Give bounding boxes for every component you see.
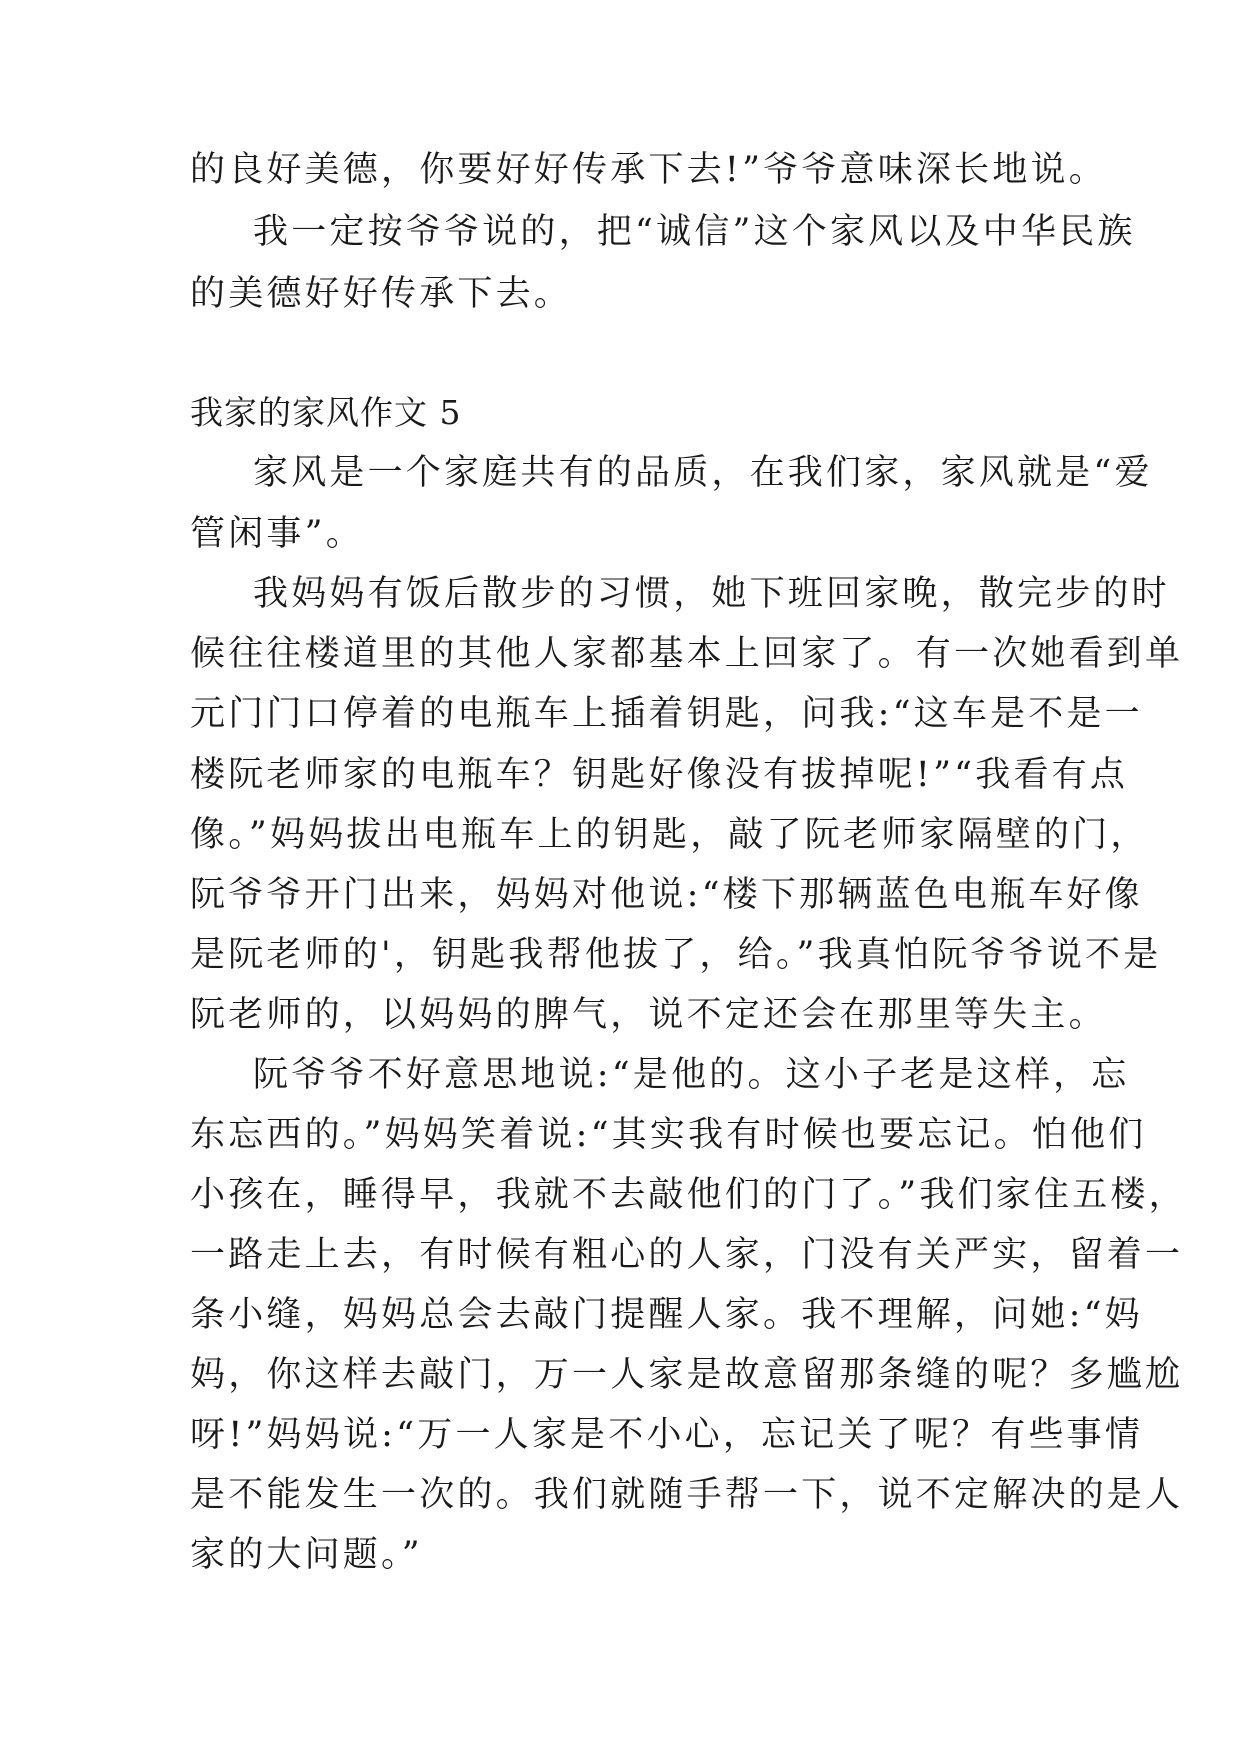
- paragraph-line: 我一定按爷爷说的，把“诚信”这个家风以及中华民族: [253, 212, 1136, 252]
- paragraph-line: 家的大问题。”: [190, 1535, 423, 1575]
- paragraph-line: 候往往楼道里的其他人家都基本上回家了。有一次她看到单: [190, 634, 1184, 674]
- paragraph-line: 是不能发生一次的。我们就随手帮一下，说不定解决的是人: [190, 1475, 1184, 1515]
- paragraph-line: 一路走上去，有时候有粗心的人家，门没有关严实，留着一: [190, 1235, 1184, 1275]
- paragraph-line: 楼阮老师家的电瓶车？钥匙好像没有拔掉呢!”“我看有点: [190, 755, 1129, 795]
- paragraph-line: 管闲事”。: [190, 514, 364, 554]
- paragraph-line: 是阮老师的'，钥匙我帮他拔了，给。”我真怕阮爷爷说不是: [190, 935, 1162, 975]
- section-title: 我家的家风作文 5: [190, 393, 462, 432]
- paragraph-line: 家风是一个家庭共有的品质，在我们家，家风就是“爱: [253, 453, 1153, 493]
- paragraph-line: 的美德好好传承下去。: [190, 274, 573, 314]
- paragraph-line: 妈，你这样去敲门，万一人家是故意留那条缝的呢？多尴尬: [190, 1355, 1184, 1395]
- paragraph-line: 像。”妈妈拔出电瓶车上的钥匙，敲了阮老师家隔壁的门，: [190, 815, 1149, 855]
- paragraph-line: 呀!”妈妈说:“万一人家是不小心，忘记关了呢？有些事情: [190, 1415, 1144, 1455]
- paragraph-line: 阮老师的，以妈妈的脾气，说不定还会在那里等失主。: [190, 995, 1107, 1035]
- paragraph-line: 元门门口停着的电瓶车上插着钥匙，问我:“这车是不是一: [190, 694, 1143, 734]
- paragraph-line: 东忘西的。”妈妈笑着说:“其实我有时候也要忘记。怕他们: [190, 1115, 1147, 1155]
- paragraph-line: 条小缝，妈妈总会去敲门提醒人家。我不理解，问她:“妈: [190, 1295, 1143, 1335]
- paragraph-line: 的良好美德，你要好好传承下去!”爷爷意味深长地说。: [190, 150, 1107, 190]
- paragraph-line: 小孩在，睡得早，我就不去敲他们的门了。”我们家住五楼，: [190, 1175, 1187, 1215]
- paragraph-line: 阮爷爷不好意思地说:“是他的。这小子老是这样，忘: [253, 1055, 1130, 1095]
- paragraph-line: 我妈妈有饭后散步的习惯，她下班回家晚，散完步的时: [253, 574, 1170, 614]
- paragraph-line: 阮爷爷开门出来，妈妈对他说:“楼下那辆蓝色电瓶车好像: [190, 875, 1143, 915]
